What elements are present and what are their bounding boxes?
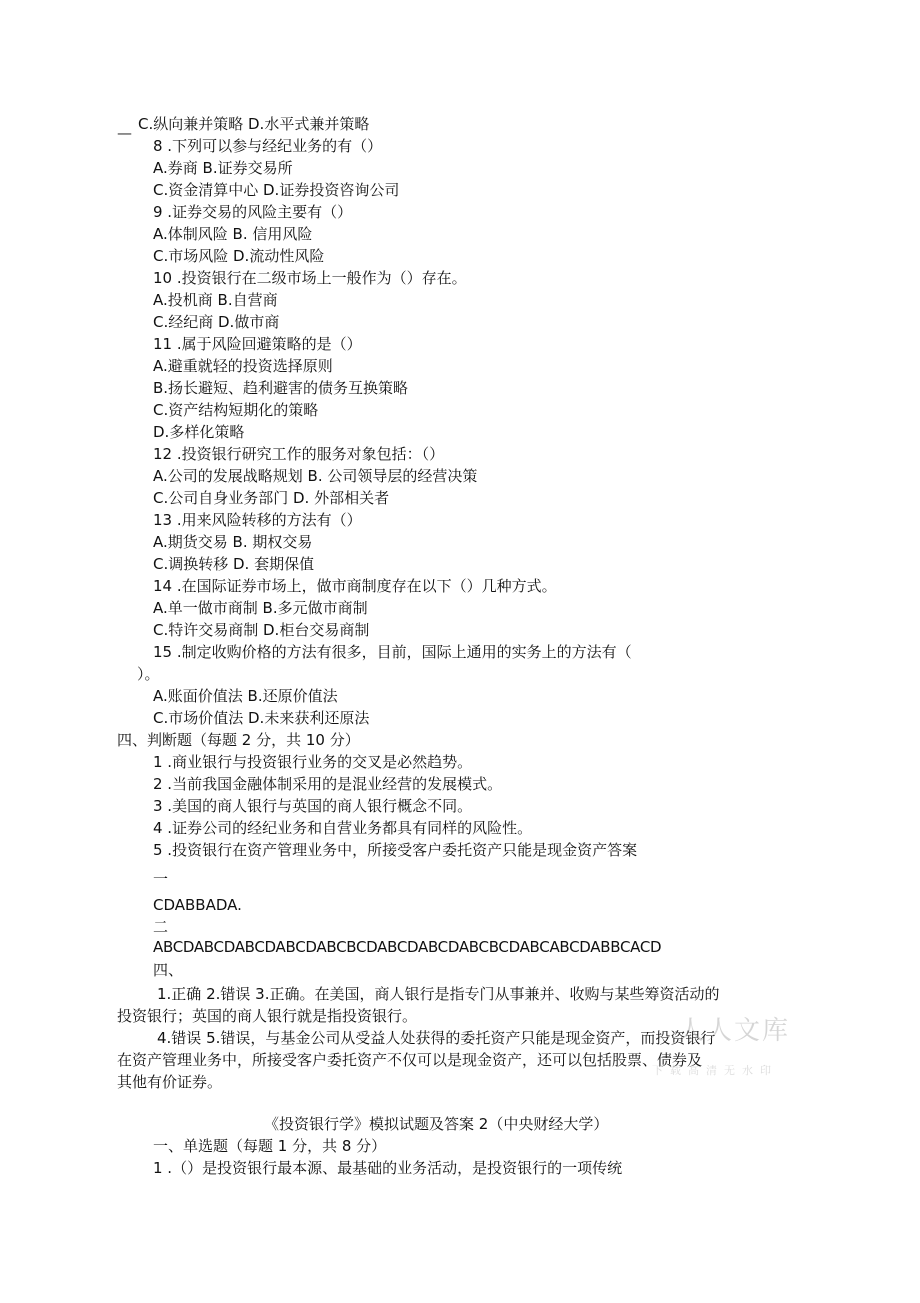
answer-section-four: 四、 [153,961,184,979]
option-line: A.体制风险 B. 信用风险 [153,225,313,243]
option-line: C.特许交易商制 D.柜台交易商制 [153,621,370,639]
option-line: C.市场风险 D.流动性风险 [153,247,325,265]
option-line: C.市场价值法 D.未来获利还原法 [153,709,370,727]
option-line: A.账面价值法 B.还原价值法 [153,687,338,705]
watermark-subtitle: 下载高清无水印 [652,1064,778,1077]
judgement-item: 1 .商业银行与投资银行业务的交叉是必然趋势。 [153,753,473,771]
answer-paragraph: 其他有价证券。 [117,1073,223,1091]
section-heading-single-choice: 一、单选题（每题 1 分，共 8 分） [153,1137,387,1155]
leading-dash: — [117,124,132,142]
option-line: C.公司自身业务部门 D. 外部相关者 [153,489,390,507]
option-line: C.资产结构短期化的策略 [153,401,319,419]
option-line: A.期货交易 B. 期权交易 [153,533,313,551]
answer-section-two: 二 [153,918,169,936]
option-line: A.避重就轻的投资选择原则 [153,357,333,375]
answer-paragraph: 在资产管理业务中，所接受客户委托资产不仅可以是现金资产，还可以包括股票、债券及 [117,1051,703,1069]
question-15: 15 .制定收购价格的方法有很多，目前，国际上通用的实务上的方法有（ [153,643,632,661]
judgement-item: 3 .美国的商人银行与英国的商人银行概念不同。 [153,797,473,815]
option-line: A.投机商 B.自营商 [153,291,278,309]
question-14: 14 .在国际证券市场上，做市商制度存在以下（）几种方式。 [153,577,557,595]
answer-line: ABCDABCDABCDABCDABCBCDABCDABCDABCBCDABCABCDABBCACD [153,938,662,956]
answer-line: CDABBADA. [153,896,242,914]
option-line: C.资金清算中心 D.证券投资咨询公司 [153,181,400,199]
exam-title: 《投资银行学》模拟试题及答案 2（中央财经大学） [264,1115,609,1133]
option-line: C.调换转移 D. 套期保值 [153,555,315,573]
answer-section-one: 一 [153,870,169,888]
option-line: A.券商 B.证券交易所 [153,159,293,177]
question-13: 13 .用来风险转移的方法有（） [153,511,362,529]
answer-paragraph: 投资银行；英国的商人银行就是指投资银行。 [117,1007,418,1025]
option-line: C.经纪商 D.做市商 [153,313,280,331]
question-8: 8 .下列可以参与经纪业务的有（） [153,137,383,155]
answer-paragraph: 4.错误 5.错误，与基金公司从受益人处获得的委托资产只能是现金资产，而投资银行 [157,1029,716,1047]
answer-paragraph: 1.正确 2.错误 3.正确。在美国，商人银行是指专门从事兼并、收购与某些筹资活动的 [157,985,720,1003]
watermark-logo [648,1010,798,1080]
question-9: 9 .证券交易的风险主要有（） [153,203,353,221]
judgement-item: 4 .证券公司的经纪业务和自营业务都具有同样的风险性。 [153,819,533,837]
judgement-item: 5 .投资银行在资产管理业务中，所接受客户委托资产只能是现金资产答案 [153,841,638,859]
question-1: 1 .（）是投资银行最本源、最基础的业务活动，是投资银行的一项传统 [153,1159,623,1177]
question-12: 12 .投资银行研究工作的服务对象包括：（） [153,445,445,463]
option-line: A.公司的发展战略规划 B. 公司领导层的经营决策 [153,467,478,485]
option-line: B.扬长避短、趋利避害的债务互换策略 [153,379,409,397]
question-10: 10 .投资银行在二级市场上一般作为（）存在。 [153,269,467,287]
option-line: A.单一做市商制 B.多元做市商制 [153,599,368,617]
question-11: 11 .属于风险回避策略的是（） [153,335,362,353]
watermark-title: 人人文库 [678,1016,791,1046]
judgement-item: 2 .当前我国金融体制采用的是混业经营的发展模式。 [153,775,503,793]
question-15-continued: ）。 [137,665,160,683]
text-line: C.纵向兼并策略 D.水平式兼并策略 [138,115,370,133]
option-line: D.多样化策略 [153,423,245,441]
section-heading-judgement: 四、判断题（每题 2 分，共 10 分） [117,731,360,749]
